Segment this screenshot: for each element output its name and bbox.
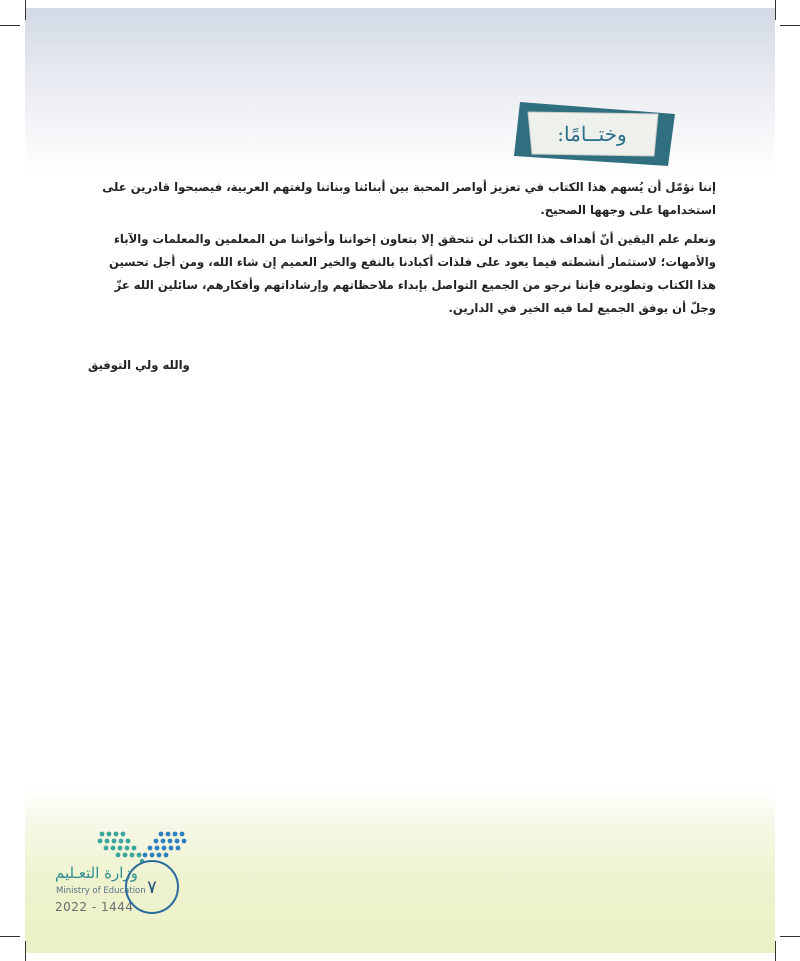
- ministry-name-arabic: وزارة التعـليم: [55, 864, 138, 882]
- paragraph: إننا نؤمّل أن يُسهم هذا الكتاب في تعزيز أواصر المحبة بين أبنائنا وبناتنا ولغتهم العربية، فيصبحوا قادرين على استخدامها على وجهها الصحيح.: [102, 180, 716, 217]
- crop-mark: [775, 941, 776, 961]
- crop-mark: [780, 936, 800, 937]
- ministry-name-english: Ministry of Education: [56, 886, 146, 896]
- crop-mark: [0, 936, 20, 937]
- body-text: [88, 176, 716, 326]
- paragraph: ونعلم علم اليقين أنّ أهداف هذا الكتاب لن تتحقق إلا بتعاون إخواننا وأخواتنا من المعلمين والمعلمات والآباء والأمهات؛ لاستثمار أنشطته فيما يعود على فلذات أكبادنا بالنفع والخير العميم إن شاء الله، ومن أجل تحسين هذا الكتاب وتطويره فإننا نرجو من الجميع التواصل بإبداء ملاحظاتهم وإرشاداتهم وأفكارهم، سائلين الله عزّ وجلّ أن يوفق الجميع لما فيه الخير في الدارين.: [109, 232, 716, 315]
- crop-mark: [775, 0, 776, 20]
- edition-year: 2022 - 1444: [55, 900, 134, 914]
- crop-mark: [25, 941, 26, 961]
- page-number: ٧: [125, 860, 179, 914]
- crop-mark: [25, 0, 26, 20]
- crop-mark: [0, 25, 20, 26]
- crop-mark: [780, 25, 800, 26]
- ministry-logo-icon: [96, 830, 188, 864]
- closing-line: والله ولي التوفيق: [88, 358, 190, 372]
- section-heading: وختــامًا:: [557, 122, 627, 146]
